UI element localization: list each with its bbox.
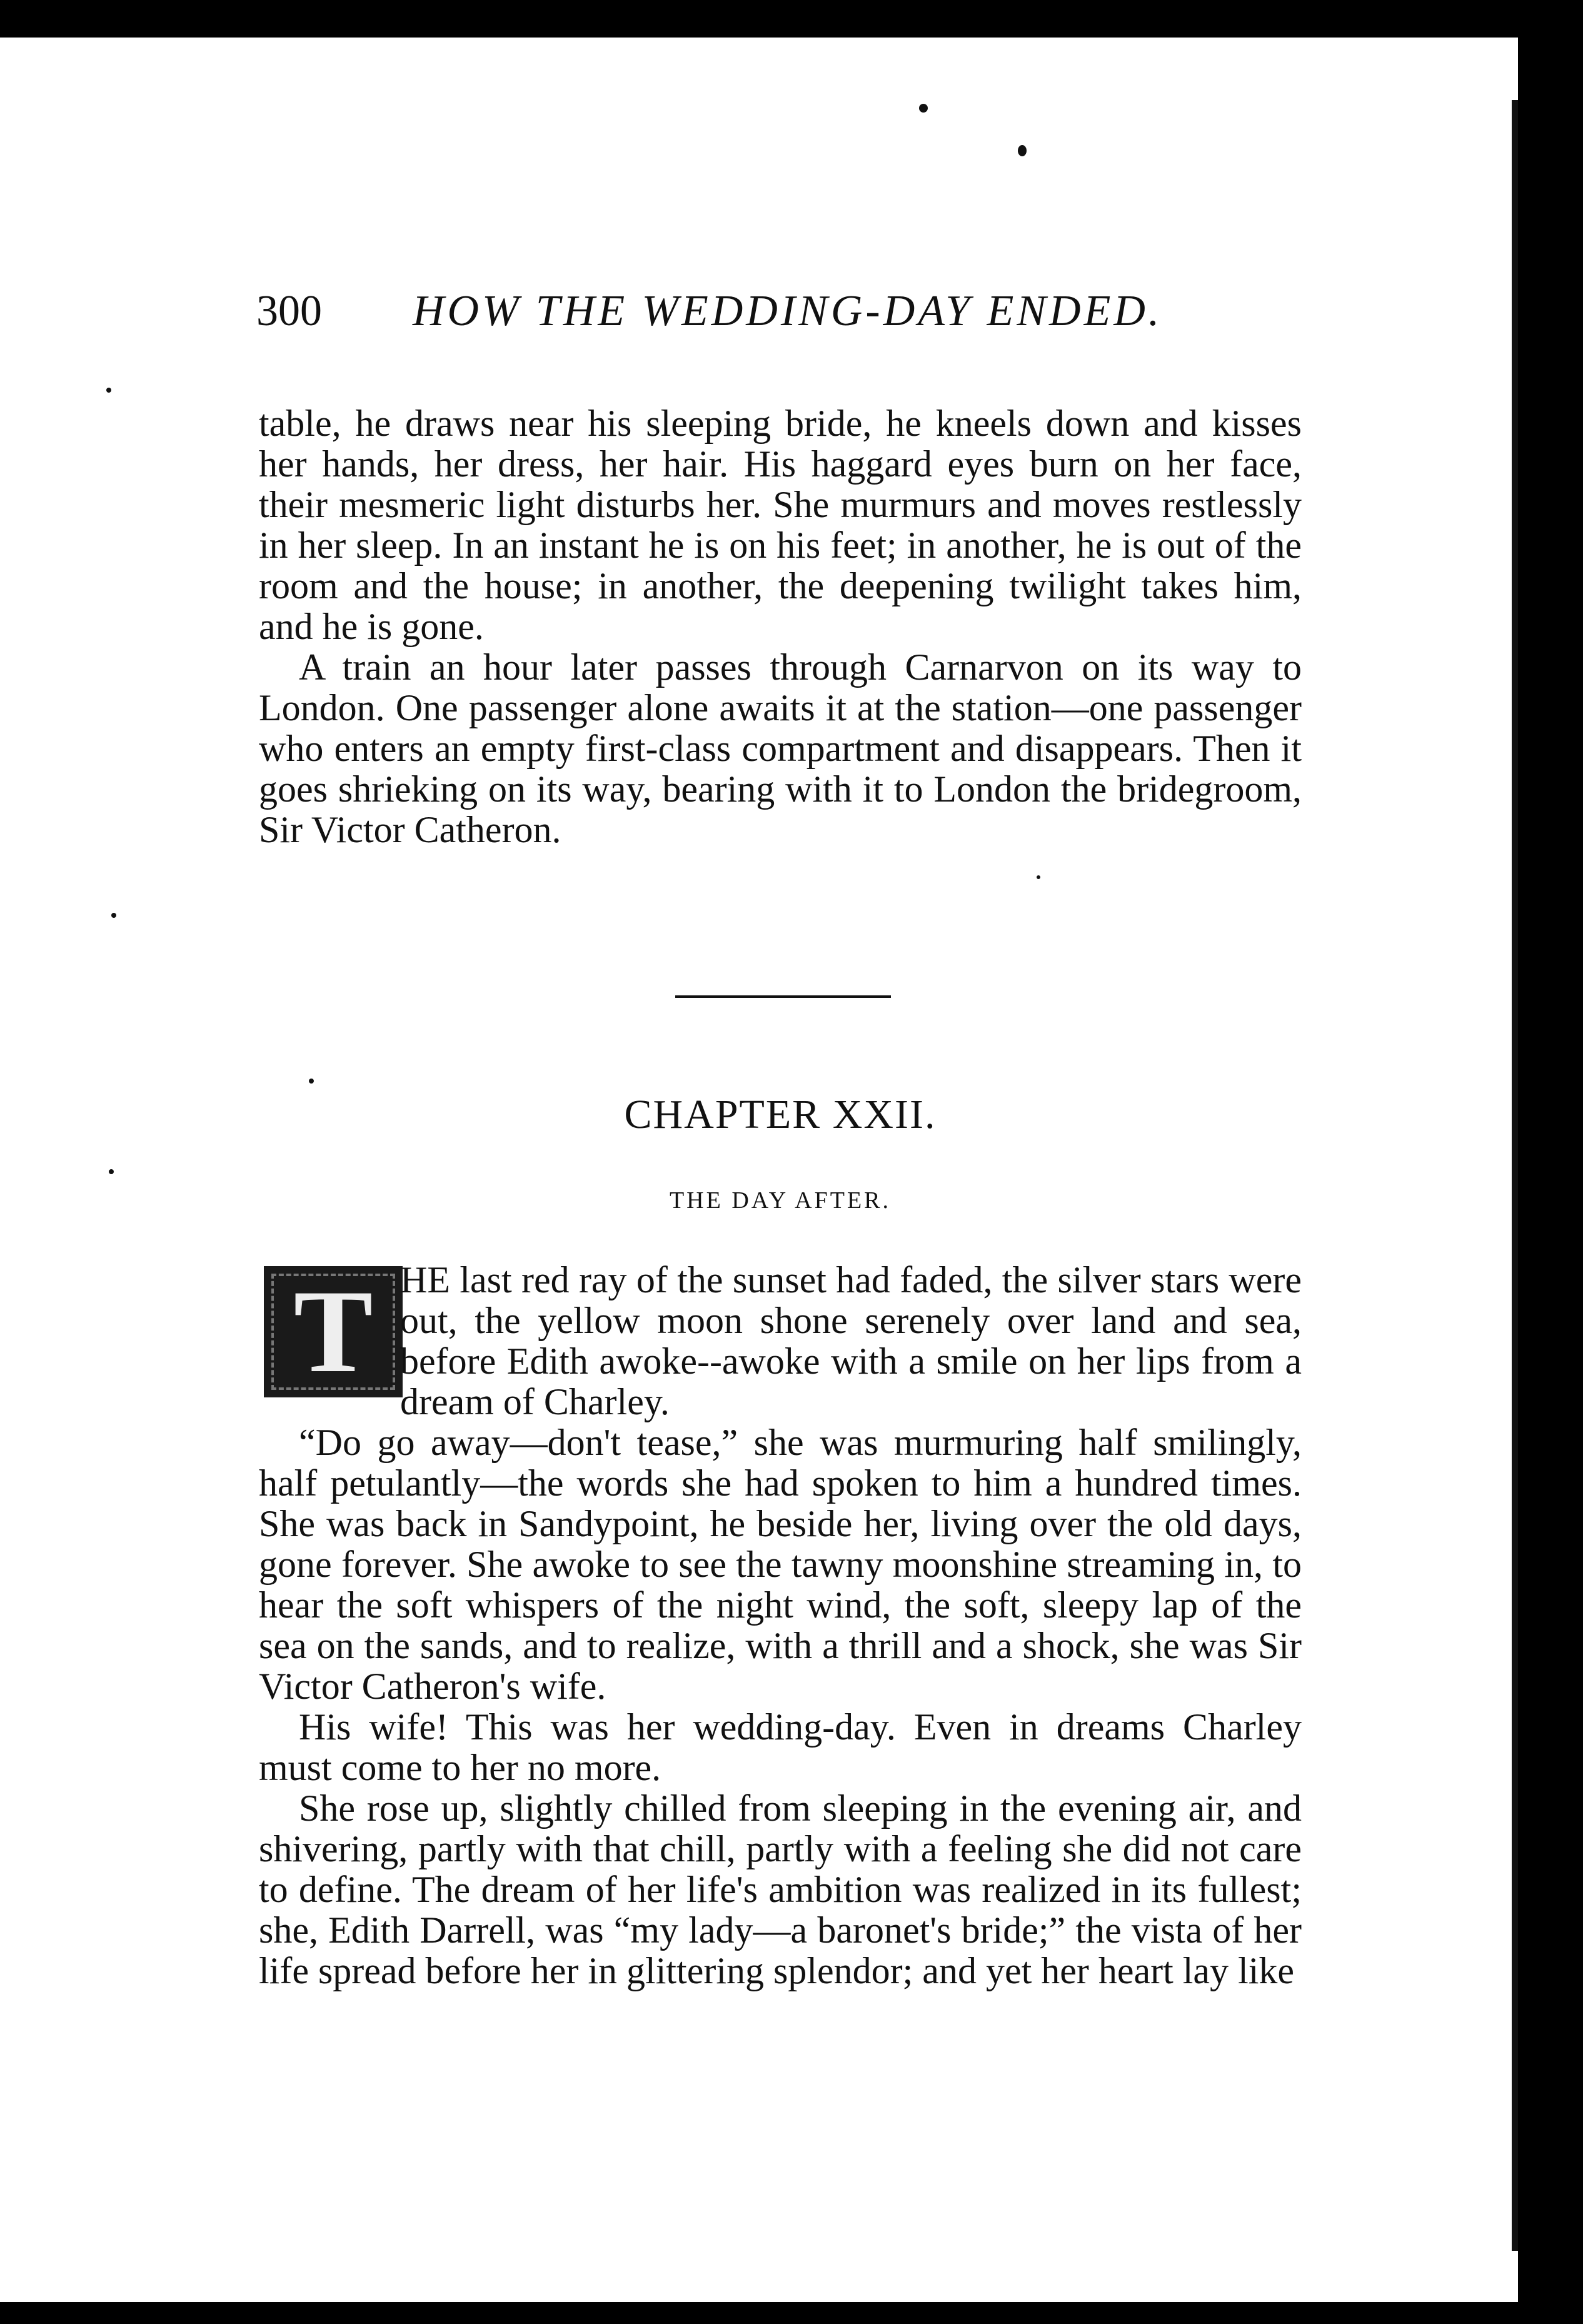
paragraph: “Do go away—don't tease,” she was murmuring half smilingly, half petulantly—the words she had spoken to him a hundred times. She was back in Sandypoint, he beside her, living over the old days, gone forever. She awoke to see the tawny moonshine streaming in, to hear the soft whispers of the night wind, the soft, sleepy lap of the sea on the sands, and to realize, with a thrill and a shock, she was Sir Victor Catheron's wife. <box>259 1422 1302 1707</box>
scan-speck <box>1018 145 1027 156</box>
scan-dark-border <box>1518 0 1583 2324</box>
paragraph: His wife! This was her wedding-day. Even in dreams Charley must come to her no more. <box>259 1706 1302 1788</box>
paragraph: HE last red ray of the sunset had faded, the silver stars were out, the yellow moon shone serenely over land and sea, before Edith awoke--awoke with a smile on her lips from a dream of Charley. <box>400 1259 1302 1422</box>
scan-speck <box>309 1079 314 1084</box>
page-number: 300 <box>256 287 322 335</box>
running-title: HOW THE WEDDING-DAY ENDED. <box>413 287 1163 335</box>
page-binding-edge <box>1512 100 1518 2251</box>
paragraph: She rose up, slightly chilled from sleeping in the evening air, and shivering, partly with that chill, partly with a feeling she did not care to define. The dream of her life's ambition was realized in its fullest; she, Edith Darrell, was “my lady—a baronet's bride;” the vista of her life spread before her in glittering splendor; and yet her heart lay like <box>259 1788 1302 1991</box>
ornamental-drop-cap: T <box>264 1266 403 1397</box>
paragraph: table, he draws near his sleeping bride, he kneels down and kisses her hands, her dress, her hair. His haggard eyes burn on her face, their mesmeric light disturbs her. She murmurs and moves restlessly in her sleep. In an instant he is on his feet; in another, he is out of the room and the house; in another, the deepening twilight takes him, and he is gone. <box>259 403 1302 647</box>
book-page <box>0 38 1518 2302</box>
scan-speck <box>111 913 116 918</box>
scan-speck <box>109 1169 114 1174</box>
running-header <box>256 286 1194 343</box>
chapter-opening-text <box>400 1260 1302 1422</box>
section-end-text <box>259 403 1302 850</box>
chapter-subtitle: THE DAY AFTER. <box>669 1187 892 1214</box>
chapter-title: CHAPTER XXII. <box>624 1092 937 1137</box>
scan-speck <box>1037 875 1040 879</box>
scan-speck <box>106 388 111 393</box>
scan-speck <box>919 104 928 113</box>
section-divider <box>675 995 891 998</box>
chapter-body-text <box>259 1422 1302 1991</box>
paragraph: A train an hour later passes through Carnarvon on its way to London. One passenger alone awaits it at the station—one passenger who enters an empty first-class compartment and disappears. Then it goes shrieking on its way, bearing with it to London the bridegroom, Sir Victor Catheron. <box>259 646 1302 850</box>
